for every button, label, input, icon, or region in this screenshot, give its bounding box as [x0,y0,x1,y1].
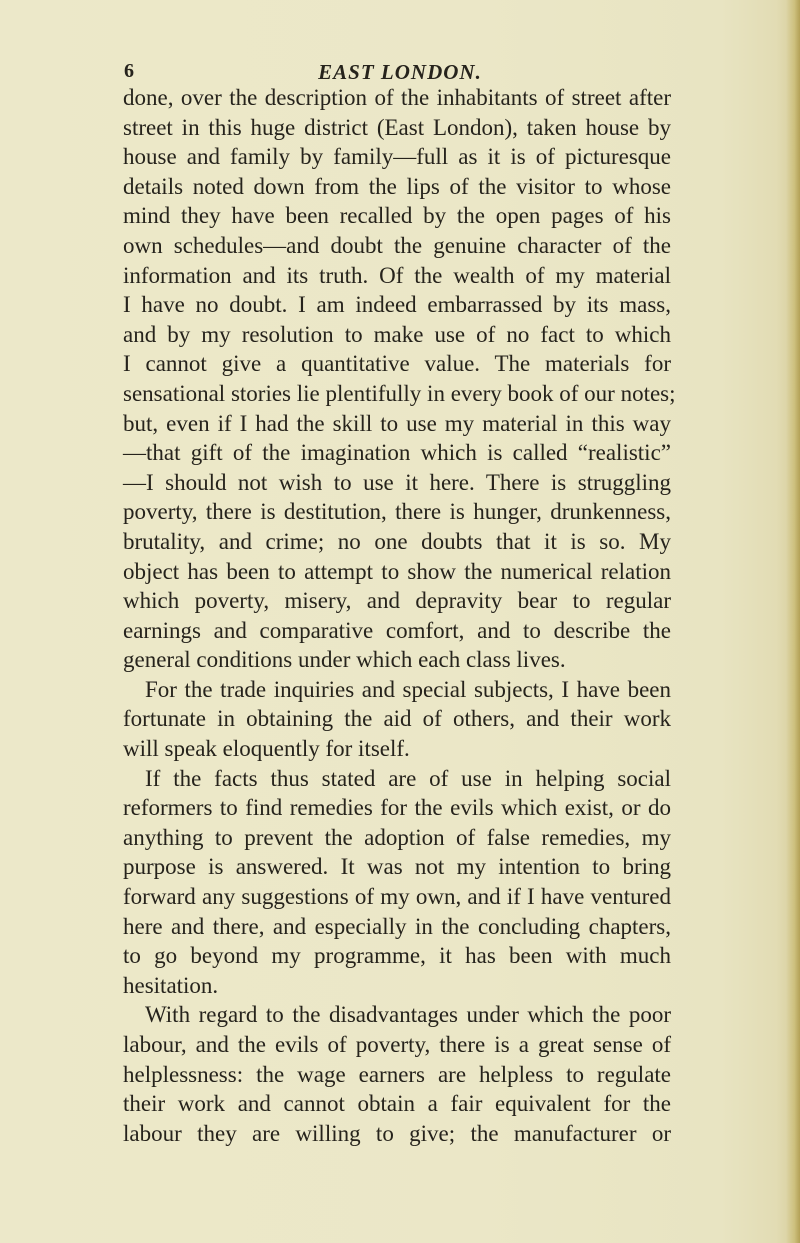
page-edge-shadow [786,0,800,1243]
text-line: will speak eloquently for itself. [123,736,410,762]
text-line: general conditions under which each class lives. [123,647,566,673]
text-line: reformers to find remedies for the evils which exist, or do [123,795,671,821]
text-line: details noted down from the lips of the visitor to whose [123,173,671,199]
body-text [123,83,676,1148]
text-line: house and family by family—full as it is of picturesque [123,144,671,170]
text-line: poverty, there is destitution, there is hunger, drunkenness, [123,499,671,525]
text-line: With regard to the disadvantages under which the poor [145,1002,671,1028]
text-line: their work and cannot obtain a fair equivalent for the [123,1091,671,1117]
text-line: own schedules—and doubt the genuine character of the [123,232,671,258]
text-line: but, even if I had the skill to use my material in this way [123,410,671,436]
text-line: —I should not wish to use it here. There is struggling [123,469,671,495]
text-line: which poverty, misery, and depravity bear to regular [123,588,671,614]
text-line: fortunate in obtaining the aid of others, and their work [123,706,671,732]
page-number: 6 [124,60,134,82]
text-line: forward any suggestions of my own, and if I have ventured [123,884,671,910]
text-line: earnings and comparative comfort, and to describe the [123,617,671,643]
text-line: helplessness: the wage earners are helpless to regulate [123,1061,671,1087]
text-line: mind they have been recalled by the open pages of his [123,203,671,229]
running-head: EAST LONDON. [318,60,482,84]
text-line: For the trade inquiries and special subjects, I have been [145,676,671,702]
text-line: to go beyond my programme, it has been with much [123,943,671,969]
text-line: object has been to attempt to show the numerical relation [123,558,671,584]
text-line: I cannot give a quantitative value. The materials for [123,351,671,377]
text-line: I have no doubt. I am indeed embarrassed by its mass, [123,292,671,318]
text-line: —that gift of the imagination which is called “realistic” [123,440,671,466]
text-line: If the facts thus stated are of use in helping social [145,765,671,791]
text-line: and by my resolution to make use of no fact to which [123,321,671,347]
text-line: street in this huge district (East London), taken house by [123,114,671,140]
text-line: purpose is answered. It was not my intention to bring [123,854,671,880]
text-line: sensational stories lie plentifully in every book of our notes; [123,380,676,406]
text-line: labour they are willing to give; the manufacturer or [123,1120,671,1146]
text-line: hesitation. [123,972,219,998]
text-line: done, over the description of the inhabitants of street after [123,85,671,110]
text-line: brutality, and crime; no one doubts that it is so. My [123,528,671,554]
text-line: labour, and the evils of poverty, there is a great sense of [123,1032,671,1057]
text-line: here and there, and especially in the concluding chapters, [123,913,671,939]
text-line: information and its truth. Of the wealth of my material [123,262,671,288]
text-line: anything to prevent the adoption of false remedies, my [123,824,671,850]
